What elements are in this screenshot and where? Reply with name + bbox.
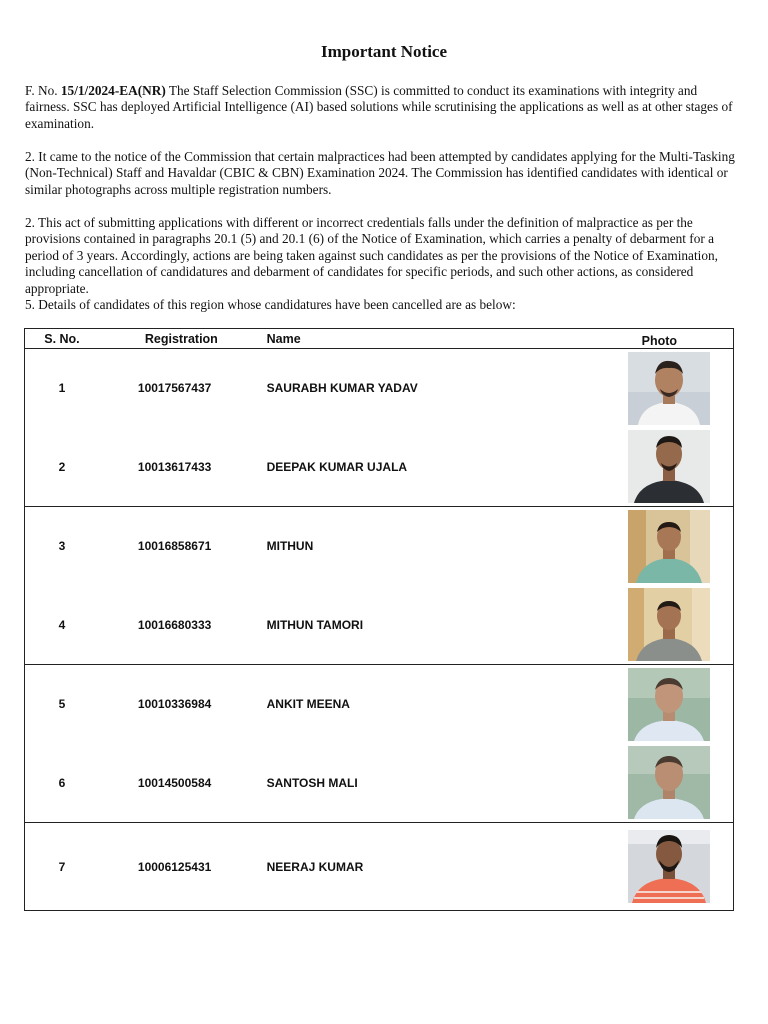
- table-row: [25, 428, 734, 507]
- cell-sno: 5: [58, 697, 66, 712]
- cell-name: SANTOSH MALI: [267, 744, 556, 823]
- candidate-photo: [628, 430, 710, 503]
- table-row: [25, 823, 734, 911]
- cell-name: MITHUN: [266, 539, 314, 554]
- header-photo: [556, 329, 734, 349]
- candidate-photo: [628, 746, 710, 819]
- paragraph-1: [25, 83, 737, 132]
- header-registration-label: Registration: [144, 331, 218, 346]
- paragraph-1-text: The Staff Selection Commission (SSC) is committed to conduct its examinations with integrity and fairness. SSC has deployed Artificial Intelligence (AI) based solutions while scrutinising the applications as well as at other stages of examination.: [25, 83, 733, 131]
- paragraph-3: 2. This act of submitting applications with different or incorrect credentials falls under the definition of malpractice as per the provisions contained in paragraphs 20.1 (5) and 20.1 (6) of the Notice of Examination, which carries a penalty of debarment for a period of 3 years. Accordingly, actions are being taken against such candidates as per the provisions of the Notice of Examination, including cancellation of candidatures and debarment of candidates for specific periods, and such other actions, as considered appropriate.: [25, 215, 718, 296]
- cell-registration: 10013617433: [99, 428, 267, 507]
- cell-sno: 7: [58, 859, 66, 874]
- cell-registration: 10017567437: [137, 381, 212, 396]
- cell-photo: [556, 823, 734, 911]
- cell-registration: 10014500584: [99, 744, 267, 823]
- cell-photo: [556, 428, 734, 507]
- cell-photo: [556, 665, 734, 744]
- candidate-photo: [628, 830, 710, 903]
- file-number: 15/1/2024-EA(NR): [60, 83, 166, 98]
- notice-title: Important Notice: [320, 42, 448, 61]
- candidate-photo: [628, 668, 710, 741]
- table-row: [25, 586, 734, 665]
- table-row: [25, 349, 734, 428]
- cell-name: SAURABH KUMAR YADAV: [266, 381, 418, 396]
- header-registration: [99, 329, 267, 349]
- cell-registration: 10016680333: [99, 586, 267, 665]
- cell-photo: [556, 586, 734, 665]
- header-name: Name: [267, 329, 556, 349]
- cell-photo: [556, 744, 734, 823]
- cell-photo: [556, 349, 734, 428]
- header-sno: S. No.: [25, 329, 99, 349]
- cell-sno: 4: [25, 586, 99, 665]
- paragraph-4: 5. Details of candidates of this region whose candidatures have been cancelled are as below:: [25, 297, 516, 312]
- candidates-table: [24, 328, 734, 911]
- cell-name: ANKIT MEENA: [266, 697, 350, 712]
- cell-registration: 10006125431: [137, 859, 212, 874]
- table-row: [25, 665, 734, 744]
- cell-photo: [556, 507, 734, 586]
- candidate-photo: [628, 588, 710, 661]
- cell-sno: 6: [25, 744, 99, 823]
- table-row: [25, 744, 734, 823]
- table-row: [25, 507, 734, 586]
- paragraph-2: 2. It came to the notice of the Commission that certain malpractices had been attempted by candidates applying for the Multi-Tasking (Non-Technical) Staff and Havaldar (CBIC & CBN) Examination 2024. The Commission has identified candidates with identical or similar photographs across multiple registration numbers.: [25, 149, 735, 197]
- header-photo-label: Photo: [641, 333, 678, 348]
- candidate-photo: [628, 352, 710, 425]
- candidate-photo: [628, 510, 710, 583]
- file-no-label: F. No.: [25, 83, 58, 98]
- cell-name: MITHUN TAMORI: [267, 586, 556, 665]
- cell-sno: 1: [58, 381, 66, 396]
- cell-registration: 10016858671: [137, 539, 212, 554]
- cell-registration: 10010336984: [137, 697, 212, 712]
- cell-name: DEEPAK KUMAR UJALA: [267, 428, 556, 507]
- table-header-row: [25, 329, 734, 349]
- cell-sno: 3: [58, 539, 66, 554]
- cell-name: NEERAJ KUMAR: [266, 859, 364, 874]
- cell-sno: 2: [25, 428, 99, 507]
